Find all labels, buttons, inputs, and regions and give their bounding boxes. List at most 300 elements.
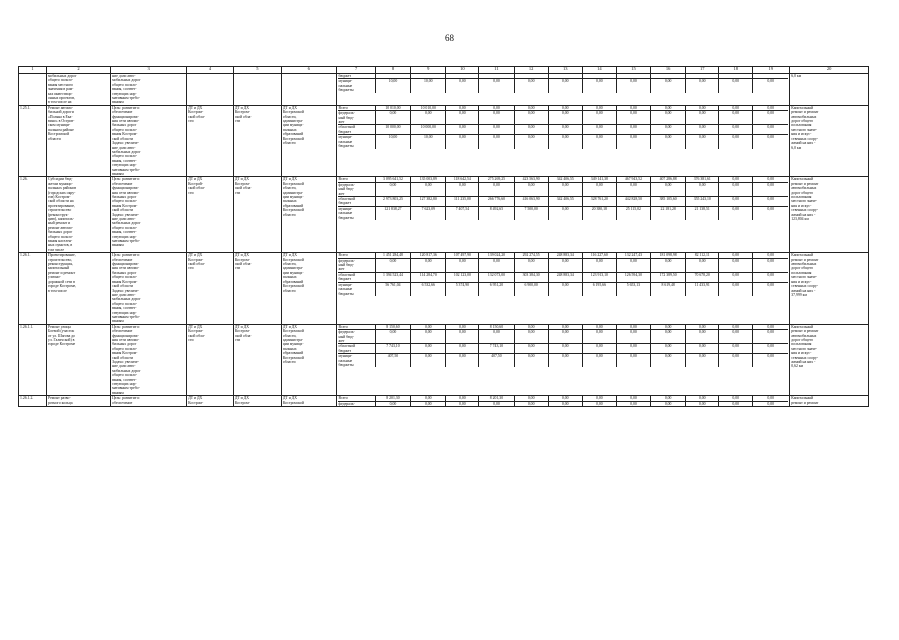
- funding-value: 0,00: [479, 111, 514, 125]
- header-subgrid: [336, 67, 790, 74]
- funding-row: [338, 79, 789, 93]
- funding-value: 0,00: [479, 79, 514, 93]
- funding-value: 0,00: [719, 177, 753, 182]
- funding-value: 0,00: [719, 396, 753, 401]
- funding-value: 385 105,60: [650, 196, 685, 206]
- funding-value: 0,00: [446, 125, 479, 135]
- funding-value: 0,00: [686, 401, 719, 406]
- funding-value: 5 653,13: [616, 282, 650, 296]
- funding-value: 0,00: [753, 330, 788, 344]
- expected-result: 6,0 км: [790, 74, 869, 106]
- funding-value: 0,00: [616, 344, 650, 354]
- funding-value: 0,00: [446, 182, 479, 196]
- funding-value: 0,00: [411, 258, 446, 272]
- funding-value: 0,00: [582, 330, 616, 344]
- funding-value: 127 382,80: [411, 196, 446, 206]
- funding-source: федераль- ный бюд- жет: [338, 111, 376, 125]
- funding-value: 116 227,60: [582, 253, 616, 258]
- table-row: [19, 324, 869, 396]
- expected-result: Капитальный ремонт и ремонт автомобильных дорог общего пользования местного значе- ния и искус- ственных соору- жений на них - 123,804 км: [790, 177, 869, 253]
- goal-task: Цель: развитие и обеспечение функционирова- ния сети автомо- бильных дорог общего пользо- вания Костром- ской области Задача: увеличе- ние доли авто- мобильных дорог общего пользо- вания, соответ- ствующих нор- мативным требо- ваниям: [111, 253, 187, 325]
- header-cell: 6: [281, 67, 336, 74]
- funding-value: 0,00: [719, 106, 753, 111]
- funding-value: 0,00: [548, 401, 582, 406]
- table-row: [19, 253, 869, 325]
- funding-value: 8 492,65: [479, 206, 514, 220]
- funding-value: 8 150,60: [375, 325, 410, 330]
- goal-task: Цель: развитие и обеспечение функционирова- ния сети автомо- бильных дорог общего пользо- вания Костром- ской области Задача: увеличе- ние доли авто- мобильных дорог общего пользо- вания, соответ- ствующих нор- мативным требо- ваниям: [111, 324, 187, 396]
- funding-value: 0,00: [616, 330, 650, 344]
- funding-value: 132 073,00: [479, 272, 514, 282]
- funding-value: 0,00: [548, 135, 582, 149]
- funding-value: 0,00: [514, 125, 548, 135]
- header-cell: 19: [768, 67, 773, 71]
- header-cell: 17: [686, 67, 719, 73]
- funding-value: 10 000,00: [411, 125, 446, 135]
- funding-value: 10 000,00: [375, 125, 410, 135]
- funding-row: [338, 111, 789, 125]
- row-number: [19, 74, 47, 106]
- funding-value: 0,00: [753, 325, 788, 330]
- table-row: [19, 396, 869, 407]
- funding-value: 0,00: [514, 330, 548, 344]
- expected-result: Капитальный ремонт и ремонт автомобильных дорог общего пользования местного значе- ния и искус- ственных соору- жений на них - 0,62 км: [790, 324, 869, 396]
- funding-row: [338, 258, 789, 272]
- funding-value: 0,00: [719, 196, 753, 206]
- funding-value: 0,00: [411, 111, 446, 125]
- funding-value: 0,00: [411, 396, 446, 401]
- participants: ДТ и ДХ Костромской области, администра- ции муници- пальных образований Костромской области: [281, 105, 336, 177]
- header-cell: 7: [338, 67, 376, 73]
- funding-value: 0,00: [719, 272, 753, 282]
- funding-value: 0,00: [411, 344, 446, 354]
- header-cell: 11: [479, 67, 514, 73]
- header-cell: 20: [790, 67, 869, 74]
- funding-value: 0,00: [650, 125, 685, 135]
- funding-value: 0,00: [548, 125, 582, 135]
- participants: ДТ и ДХ Костромской области, администра- ции муници- пальных образований Костромской области: [281, 177, 336, 253]
- funding-source: Всего: [338, 177, 376, 182]
- funding-value: 121 838,27: [375, 206, 410, 220]
- funding-value: 0,00: [650, 325, 685, 330]
- funding-value: 3 095 641,52: [375, 177, 410, 182]
- funding-value: 0,00: [686, 182, 719, 196]
- funding-value: 181 098,98: [650, 253, 685, 258]
- funding-value: 0,00: [719, 401, 753, 406]
- funding-value: 0,00: [686, 344, 719, 354]
- funding-value: 0,00: [582, 182, 616, 196]
- funding-value: 0,00: [411, 354, 446, 368]
- funding-value: 416 063,90: [514, 196, 548, 206]
- funding-value: 8 201,30: [375, 396, 410, 401]
- funding-value: 407,50: [375, 354, 410, 368]
- header-row: [19, 67, 869, 74]
- funding-value: 248 883,34: [548, 272, 582, 282]
- funding-value: 0,00: [582, 354, 616, 368]
- funding-value: 8 201,30: [479, 396, 514, 401]
- header-cell: 8: [375, 67, 410, 73]
- funding-value: 123 913,10: [582, 272, 616, 282]
- funding-value: 0,00: [446, 401, 479, 406]
- responsible-executor: ДТ и ДХ Костром-: [187, 396, 234, 407]
- funding-source: федераль-: [338, 401, 376, 406]
- funding-value: 407,50: [479, 354, 514, 368]
- header-cell: 4: [187, 67, 234, 74]
- funding-value: 120 817,36: [411, 253, 446, 258]
- funding-value: 0,00: [767, 354, 775, 359]
- funding-value: 132 247,43: [616, 253, 650, 258]
- funding-value: 1 451 284,48: [375, 253, 410, 258]
- funding-value: 0,00: [719, 354, 753, 368]
- funding-value: 0,00: [446, 396, 479, 401]
- funding-value: 0,00: [411, 330, 446, 344]
- funding-value: 407 286,88: [650, 177, 685, 182]
- funding-value: 70 678,20: [686, 272, 719, 282]
- funding-value: 0,00: [411, 182, 446, 196]
- funding-value: 10,00: [375, 135, 410, 149]
- funding-source: муници- пальные бюджеты: [338, 135, 376, 149]
- participants: ДТ и ДХ Костромской области, администра- ции муници- пальных образований Костромской области: [281, 253, 336, 325]
- funding-value: 0,00: [582, 135, 616, 149]
- funding-value: 0,00: [548, 79, 582, 93]
- funding-value: 355 243,10: [686, 196, 719, 206]
- funding-value: 0,00: [616, 396, 650, 401]
- funding-value: 342 406,55: [548, 196, 582, 206]
- funding-value: 0,00: [514, 111, 548, 125]
- measure-name: Проектирование, строительство, реконструкция, капитальный ремонт и ремонт улично- дорожной сети в городе Костроме, в том числе: [47, 253, 111, 325]
- budget-table: [18, 66, 869, 407]
- funding-value: 107 497,90: [446, 253, 479, 258]
- funding-value: 0,00: [548, 106, 582, 111]
- funding-subgrid: [336, 396, 790, 407]
- funding-value: 1 394 523,44: [375, 272, 410, 282]
- funding-value: 0,00: [375, 401, 410, 406]
- funding-subgrid: [336, 253, 790, 325]
- page-number: 68: [445, 33, 454, 43]
- funding-row: [338, 125, 789, 135]
- funding-value: 0,00: [686, 111, 719, 125]
- funding-value: 0,00: [514, 182, 548, 196]
- header-cell: 2: [47, 67, 111, 74]
- coexecutor: ДТ и ДХ Костром- ской обла- сти: [233, 253, 281, 325]
- funding-value: 0,00: [375, 111, 410, 125]
- goal-task: Цель: развитие и обеспечение: [111, 396, 187, 407]
- header-cell: 14: [582, 67, 616, 73]
- measure-name: Ремонт автомо- бильной дороги «Поляна в Ека- вино» в Остров- ском муници- пальном районе Костромской области: [47, 105, 111, 177]
- funding-value: 0,00: [582, 401, 616, 406]
- funding-value: 0,00: [479, 258, 514, 272]
- funding-value: 0,00: [650, 354, 685, 368]
- funding-value: 0,00: [767, 135, 775, 140]
- funding-value: 0,00: [616, 401, 650, 406]
- responsible-executor: ДТ и ДХ Костром- ской обла- сти: [187, 324, 234, 396]
- funding-value: 0,00: [719, 282, 753, 296]
- responsible-executor: ДТ и ДХ Костром- ской обла- сти: [187, 105, 234, 177]
- funding-value: 7 623,09: [411, 206, 446, 220]
- funding-value: 10,00: [375, 79, 410, 93]
- funding-value: 0,00: [446, 106, 479, 111]
- funding-value: 139 024,20: [479, 253, 514, 258]
- funding-value: 0,00: [686, 106, 719, 111]
- funding-value: 0,00: [753, 182, 788, 196]
- funding-source: муници- пальные бюджеты: [338, 206, 376, 220]
- funding-source: Всего: [338, 396, 376, 401]
- funding-value: 423 563,90: [514, 177, 548, 182]
- funding-value: 0,00: [548, 111, 582, 125]
- funding-value: 0,00: [719, 125, 753, 135]
- funding-value: 0,00: [753, 396, 788, 401]
- row-number: 1.25.1.: [19, 105, 47, 177]
- funding-value: 0,00: [514, 258, 548, 272]
- header-cell: 13: [548, 67, 582, 73]
- funding-value: 0,00: [446, 135, 479, 149]
- funding-value: 0,00: [582, 325, 616, 330]
- funding-value: 0,00: [719, 330, 753, 344]
- funding-value: 0,00: [719, 111, 753, 125]
- funding-source: федераль- ный бюд- жет: [338, 330, 376, 344]
- participants: ДТ и ДХ Костромской области, администра- ции муници- пальных образований Костромской области: [281, 324, 336, 396]
- funding-row: [338, 206, 789, 220]
- funding-value: 0,00: [446, 325, 479, 330]
- funding-value: 0,00: [753, 344, 788, 354]
- coexecutor: ДТ и ДХ Костром- ской обла- сти: [233, 105, 281, 177]
- funding-value: 22 181,28: [650, 206, 685, 220]
- funding-value: 0,00: [616, 125, 650, 135]
- funding-value: 0,00: [548, 354, 582, 368]
- header-cell: 9: [411, 67, 446, 73]
- funding-value: 0,00: [719, 79, 753, 93]
- funding-value: 0,00: [548, 330, 582, 344]
- funding-value: 0,00: [616, 111, 650, 125]
- header-cell: 18: [719, 67, 753, 73]
- funding-row: [338, 344, 789, 354]
- funding-value: 0,00: [446, 354, 479, 368]
- funding-value: 0,00: [650, 182, 685, 196]
- funding-value: 0,00: [479, 125, 514, 135]
- funding-value: 8 619,48: [650, 282, 685, 296]
- header-cell: 15: [616, 67, 650, 73]
- funding-source: областной бюджет: [338, 125, 376, 135]
- funding-value: 0,00: [582, 258, 616, 272]
- funding-value: 0,00: [686, 325, 719, 330]
- funding-row: [338, 182, 789, 196]
- funding-subgrid: [336, 177, 790, 253]
- funding-value: 0,00: [548, 206, 582, 220]
- funding-value: 0,00: [650, 135, 685, 149]
- funding-row: [338, 330, 789, 344]
- funding-value: 0,00: [514, 325, 548, 330]
- funding-source: муници- пальные бюджеты: [338, 79, 376, 93]
- funding-source: областной бюджет: [338, 344, 376, 354]
- header-cell: 12: [514, 67, 548, 73]
- funding-source: муници- пальные бюджеты: [338, 354, 376, 368]
- funding-value: 442 828,50: [616, 196, 650, 206]
- funding-value: 82 112,11: [686, 253, 719, 258]
- funding-value: 266 776,60: [479, 196, 514, 206]
- funding-value: 0,00: [514, 79, 548, 93]
- header-cell: 5: [233, 67, 281, 74]
- funding-value: 172 389,50: [650, 272, 685, 282]
- header-cell: 10: [446, 67, 479, 73]
- funding-value: 10 010,00: [375, 106, 410, 111]
- responsible-executor: ДТ и ДХ Костром- ской обла- сти: [187, 253, 234, 325]
- funding-value: 0,00: [650, 396, 685, 401]
- row-number: 1.26.: [19, 177, 47, 253]
- funding-value: 0,00: [753, 272, 788, 282]
- funding-source: бюджет: [338, 74, 376, 79]
- funding-value: 303 384,30: [514, 272, 548, 282]
- funding-value: 248 883,34: [548, 253, 582, 258]
- funding-value: 0,00: [753, 196, 788, 206]
- funding-value: 0,00: [719, 253, 753, 258]
- row-number: 1.26.1.2.: [19, 396, 47, 407]
- funding-source: областной бюджет: [338, 272, 376, 282]
- funding-value: 0,00: [616, 106, 650, 111]
- funding-source: Всего: [338, 253, 376, 258]
- funding-subgrid: [336, 105, 790, 177]
- funding-value: 0,00: [479, 330, 514, 344]
- funding-value: 0,00: [446, 344, 479, 354]
- goal-task: Цель: развитие и обеспечение функционирова- ния сети автомо- бильных дорог общего пользо- вания Костром- ской области Задача: увеличе- ние доли авто- мобильных дорог общего пользо- вания, соответ- ствующих нор- мативным требо- ваниям: [111, 177, 187, 253]
- funding-source: федераль- ный бюд- жет: [338, 182, 376, 196]
- coexecutor: ДТ и ДХ Костром- ской обла- сти: [233, 177, 281, 253]
- funding-value: 11 433,91: [686, 282, 719, 296]
- funding-value: 0,00: [767, 282, 775, 287]
- funding-value: 56 761,04: [375, 282, 410, 296]
- funding-value: 0,00: [446, 79, 479, 93]
- funding-value: 0,00: [753, 106, 788, 111]
- funding-row: [338, 272, 789, 282]
- funding-source: Всего: [338, 325, 376, 330]
- funding-value: 0,00: [650, 79, 685, 93]
- funding-value: 20 380,18: [582, 206, 616, 220]
- funding-value: 0,00: [650, 106, 685, 111]
- funding-value: 0,00: [548, 325, 582, 330]
- funding-value: 0,00: [767, 401, 775, 406]
- funding-value: 0,00: [582, 125, 616, 135]
- funding-value: 0,00: [753, 253, 788, 258]
- funding-value: 0,00: [375, 182, 410, 196]
- funding-source: федераль- ный бюд- жет: [338, 258, 376, 272]
- funding-value: 10 010,00: [411, 106, 446, 111]
- funding-value: 0,00: [582, 396, 616, 401]
- funding-source: Всего: [338, 106, 376, 111]
- funding-value: 0,00: [650, 344, 685, 354]
- funding-value: 6 951,20: [479, 282, 514, 296]
- funding-value: 0,00: [514, 401, 548, 406]
- funding-value: 111 235,00: [446, 196, 479, 206]
- funding-value: 126 594,30: [616, 272, 650, 282]
- funding-value: 0,00: [514, 344, 548, 354]
- expected-result: Капитальный ремонт и ремонт автомобильных дорог общего пользования местного значе- ния и искус- ственных соору- жений на них - 37,999 км: [790, 253, 869, 325]
- funding-row: [338, 135, 789, 149]
- funding-value: 0,00: [411, 325, 446, 330]
- funding-value: 0,00: [767, 206, 775, 211]
- coexecutor: ДТ и ДХ Костром- ской обла- сти: [233, 324, 281, 396]
- row-number: 1.26.1.1.: [19, 324, 47, 396]
- funding-value: 0,00: [582, 79, 616, 93]
- funding-value: 5 374,90: [446, 282, 479, 296]
- funding-row: [338, 282, 789, 296]
- funding-value: 0,00: [375, 258, 410, 272]
- measure-name: Ремонт улицы Боевой (участок от ул. Шагова до ул. Галичской) в городе Костроме: [47, 324, 111, 396]
- funding-value: 0,00: [582, 111, 616, 125]
- measure-name: мобильных дорог общего пользо- вания местного значения в рам- ках инвестици- онных проектов, в том числе на: [47, 74, 111, 106]
- funding-value: 0,00: [548, 344, 582, 354]
- funding-value: 0,00: [446, 111, 479, 125]
- header-cell: 16: [650, 67, 685, 73]
- funding-value: 0,00: [767, 79, 775, 84]
- responsible-executor: [187, 74, 234, 106]
- participants: ДТ и ДХ Костромской: [281, 396, 336, 407]
- funding-value: 349 141,38: [582, 177, 616, 182]
- funding-value: 0,00: [548, 282, 582, 296]
- funding-value: 0,00: [650, 330, 685, 344]
- funding-value: 7 500,00: [514, 206, 548, 220]
- goal-task: ние доли авто- мобильных дорог общего пользо- вания, соответ- ствующих нор- мативным требо- ваниям: [111, 74, 187, 106]
- table-row: [19, 177, 869, 253]
- funding-value: 0,00: [719, 344, 753, 354]
- funding-source: муници- пальные бюджеты: [338, 282, 376, 296]
- funding-value: 0,00: [514, 354, 548, 368]
- header-cell: 3: [111, 67, 187, 74]
- funding-value: 0,00: [479, 182, 514, 196]
- funding-value: 0,00: [616, 182, 650, 196]
- funding-value: 0,00: [616, 135, 650, 149]
- coexecutor: [233, 74, 281, 106]
- funding-value: 292 274,55: [514, 253, 548, 258]
- funding-value: 0,00: [686, 258, 719, 272]
- funding-value: 21 138,51: [686, 206, 719, 220]
- funding-value: 0,00: [582, 106, 616, 111]
- table-row: [19, 74, 869, 106]
- funding-value: 0,00: [753, 258, 788, 272]
- funding-value: 7 407,54: [446, 206, 479, 220]
- funding-value: 0,00: [479, 106, 514, 111]
- funding-value: 0,00: [548, 182, 582, 196]
- coexecutor: ДТ и ДХ Костром-: [233, 396, 281, 407]
- funding-value: 0,00: [686, 79, 719, 93]
- funding-value: 7 743,10: [375, 344, 410, 354]
- funding-value: 0,00: [514, 135, 548, 149]
- funding-value: 8 150,60: [479, 325, 514, 330]
- funding-row: [338, 196, 789, 206]
- funding-value: 0,00: [616, 79, 650, 93]
- funding-value: 7 743,10: [479, 344, 514, 354]
- funding-value: 0,00: [650, 111, 685, 125]
- funding-value: 25 115,02: [616, 206, 650, 220]
- funding-value: 0,00: [479, 135, 514, 149]
- funding-value: 0,00: [686, 330, 719, 344]
- expected-result: Капитальный ремонт и ремонт: [790, 396, 869, 407]
- funding-value: 0,00: [616, 325, 650, 330]
- funding-value: 0,00: [753, 177, 788, 182]
- funding-row: [338, 401, 789, 406]
- funding-value: 0,00: [719, 182, 753, 196]
- funding-value: 10,00: [411, 135, 446, 149]
- funding-value: 0,00: [686, 135, 719, 149]
- funding-value: 6 900,00: [514, 282, 548, 296]
- funding-source: областной бюджет: [338, 196, 376, 206]
- header-cell: 1: [19, 67, 47, 74]
- funding-value: 0,00: [686, 354, 719, 368]
- funding-value: 467 943,52: [616, 177, 650, 182]
- funding-value: 0,00: [548, 396, 582, 401]
- funding-value: 0,00: [616, 258, 650, 272]
- expected-result: Капитальный ремонт и ремонт автомобильных дорог общего пользования местного значе- ния и искус- ственных соору- жений на них - 6,0 км: [790, 105, 869, 177]
- measure-name: Субсидии бюд- жетам муници- пальных районов (городских окру- гов) Костром- ской области на проектирование, строительство (реконструк- цию), капиталь- ный ремонт и ремонт автомо- бильных дорог общего пользо- вания населен- ных пунктов, в том числе: [47, 177, 111, 253]
- funding-value: 0,00: [411, 401, 446, 406]
